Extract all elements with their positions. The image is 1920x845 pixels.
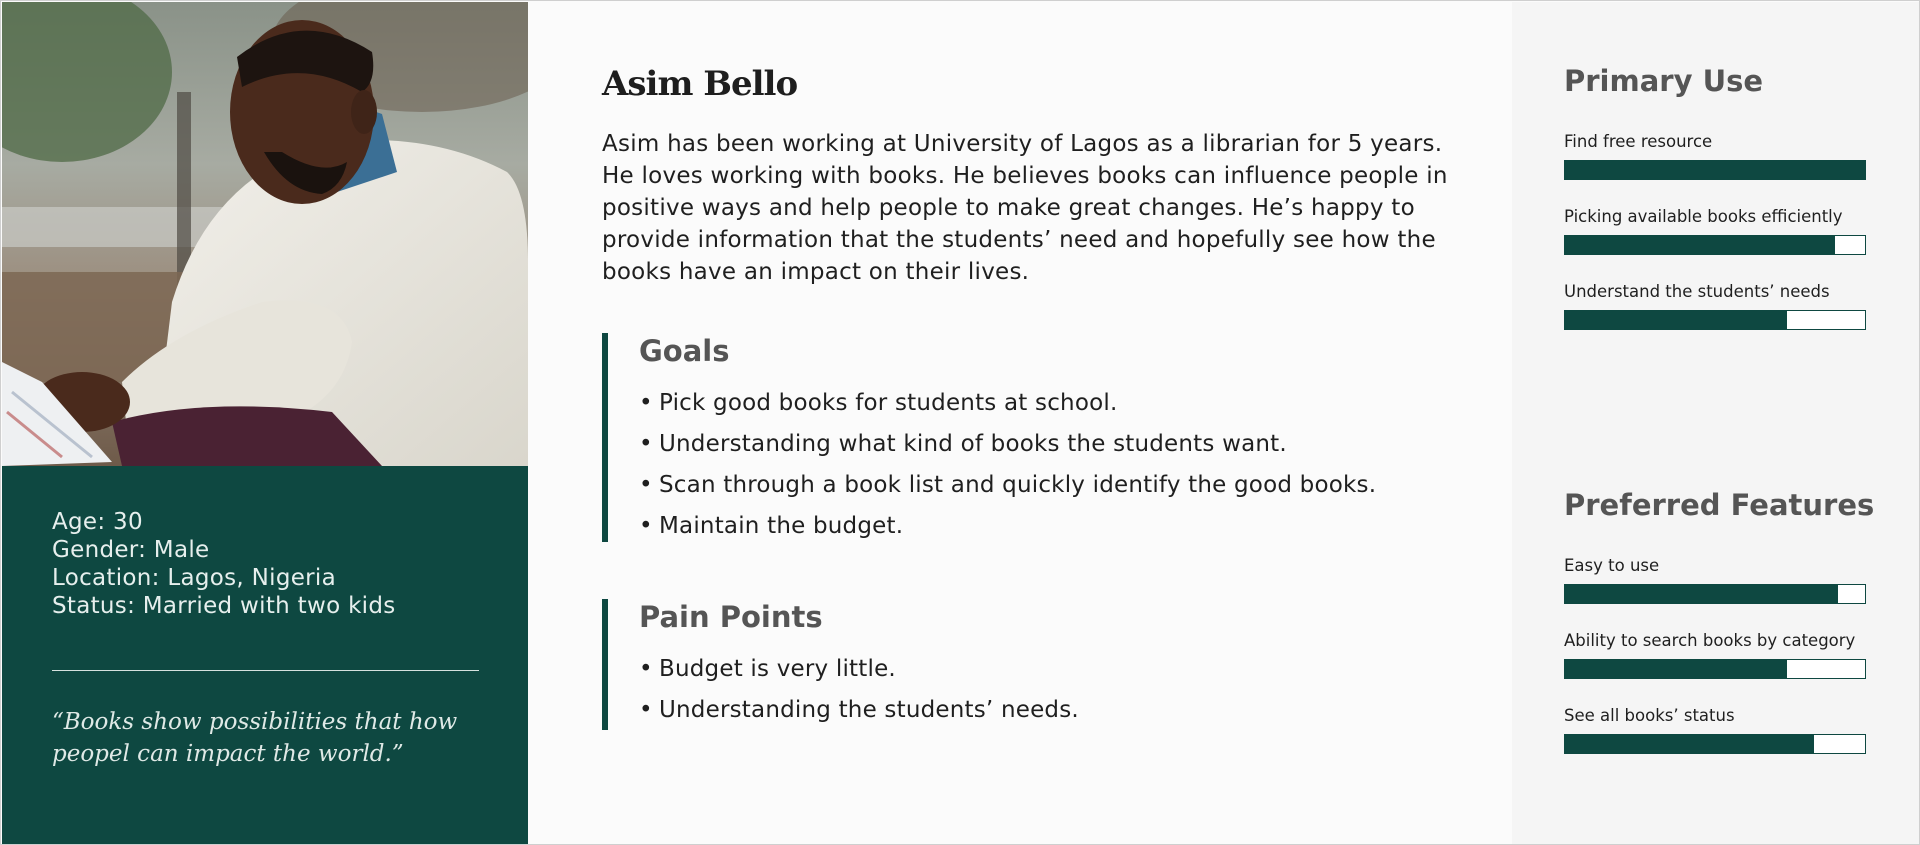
age-text: Age: 30 — [52, 509, 143, 535]
preferred-feature-metric — [1564, 555, 1866, 604]
progress-bar — [1564, 235, 1866, 255]
progress-fill — [1565, 585, 1838, 603]
progress-fill — [1565, 161, 1865, 179]
persona-name: Asim Bello — [602, 64, 798, 104]
primary-use-title: Primary Use — [1564, 64, 1764, 98]
gender-text: Gender: Male — [52, 537, 210, 563]
persona-photo — [2, 2, 528, 466]
goal-text: Scan through a book list and quickly identify the good books. — [659, 472, 1377, 498]
progress-bar — [1564, 310, 1866, 330]
metric-label: Ability to search books by category — [1564, 631, 1856, 650]
progress-bar — [1564, 734, 1866, 754]
persona-quote: “Books show possibilities that how peopel can impact the world.” — [52, 709, 458, 767]
metric-label: Understand the students’ needs — [1564, 282, 1830, 301]
progress-fill — [1565, 660, 1787, 678]
progress-fill — [1565, 735, 1814, 753]
progress-bar — [1564, 584, 1866, 604]
persona-info-panel — [2, 466, 528, 844]
list-item: • Understanding the students’ needs. — [639, 697, 1079, 723]
goals-title: Goals — [639, 334, 730, 368]
list-item: • Budget is very little. — [639, 656, 896, 682]
status-text: Status: Married with two kids — [52, 593, 396, 619]
goal-text: Pick good books for students at school. — [659, 390, 1118, 416]
metric-label: Picking available books efficiently — [1564, 207, 1843, 226]
persona-metrics-column — [1512, 2, 1919, 844]
goals-list — [639, 383, 1376, 547]
persona-profile-column — [2, 2, 528, 844]
persona-details-column — [528, 2, 1512, 844]
metric-label: See all books’ status — [1564, 706, 1735, 725]
goal-text: Understanding what kind of books the students want. — [659, 431, 1287, 457]
goal-text: Maintain the budget. — [659, 513, 904, 539]
list-item: • Understanding what kind of books the students want. — [639, 431, 1287, 457]
list-item: • Pick good books for students at school. — [639, 390, 1118, 416]
persona-bio: Asim has been working at University of Lagos as a librarian for 5 years. He loves working with books. He believes books can influence people in positive ways and help people to make great changes. He’s happy to provide information that the students’ need and hopefully see how the books have an impact on their lives. — [602, 131, 1448, 285]
progress-fill — [1565, 311, 1787, 329]
progress-fill — [1565, 236, 1835, 254]
list-item: • Scan through a book list and quickly identify the good books. — [639, 472, 1377, 498]
goals-section — [602, 333, 1376, 542]
preferred-features-title: Preferred Features — [1564, 488, 1875, 522]
list-item: • Maintain the budget. — [639, 513, 904, 539]
primary-use-metric — [1564, 281, 1866, 330]
info-divider — [52, 670, 479, 671]
pain-points-list — [639, 649, 1079, 731]
pain-points-section — [602, 599, 1079, 730]
metric-label: Easy to use — [1564, 556, 1660, 575]
location-text: Location: Lagos, Nigeria — [52, 565, 337, 591]
metric-label: Find free resource — [1564, 132, 1713, 151]
primary-use-metric — [1564, 206, 1866, 255]
pain-points-title: Pain Points — [639, 600, 823, 634]
progress-bar — [1564, 160, 1866, 180]
pain-point-text: Budget is very little. — [659, 656, 896, 682]
progress-bar — [1564, 659, 1866, 679]
persona-facts — [52, 508, 396, 620]
preferred-feature-metric — [1564, 705, 1866, 754]
primary-use-metric — [1564, 131, 1866, 180]
preferred-feature-metric — [1564, 630, 1866, 679]
pain-point-text: Understanding the students’ needs. — [659, 697, 1079, 723]
